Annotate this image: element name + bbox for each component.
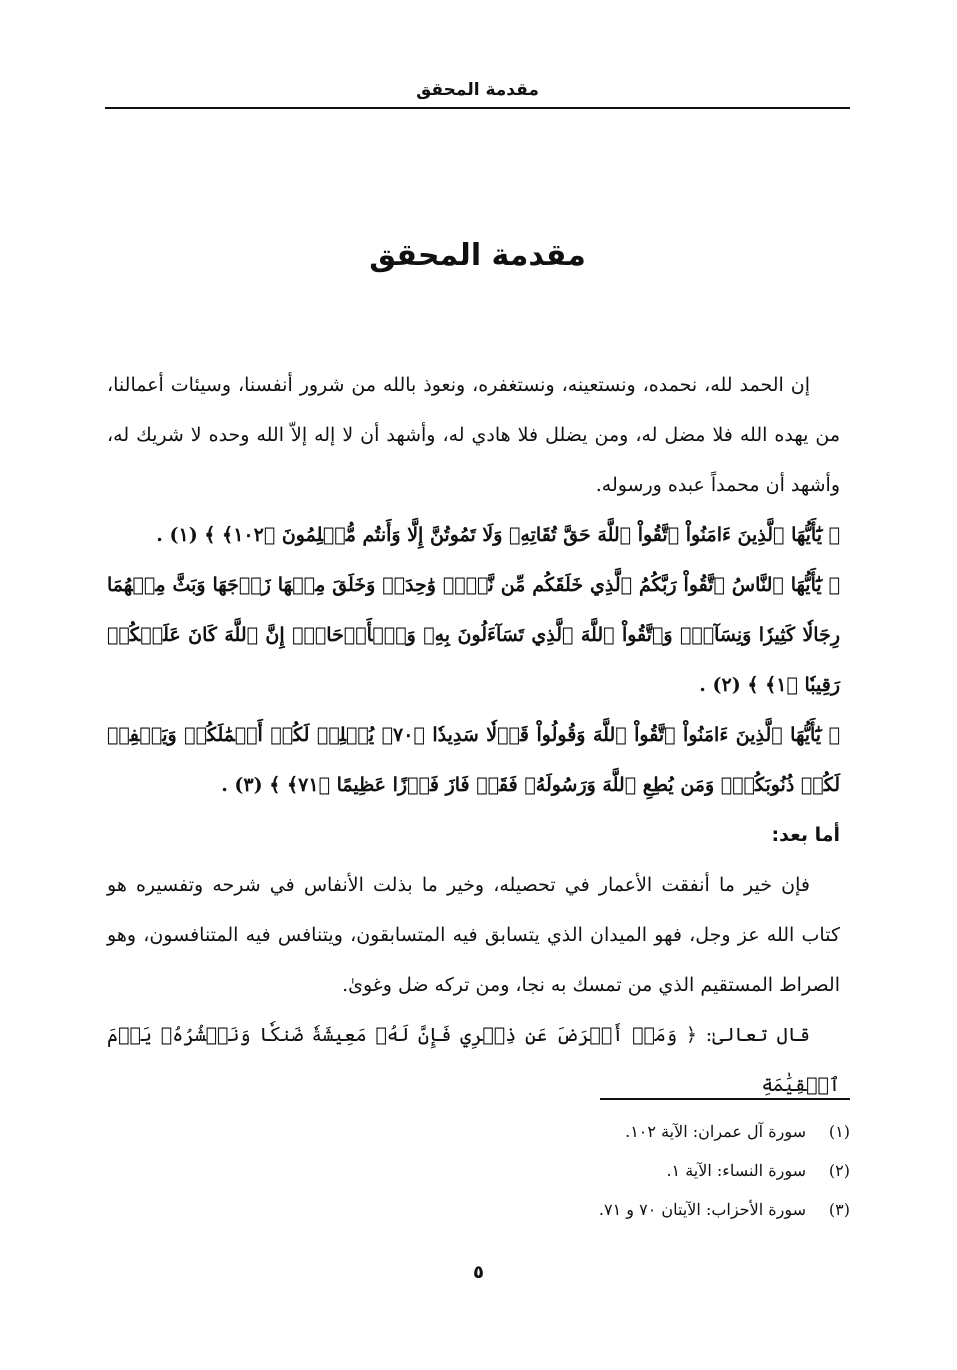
quran-verse-1: ﴿ يَٰٓأَيُّهَا ٱلَّذِينَ ءَامَنُواْ ٱتَّقُواْ ٱللَّهَ حَقَّ تُقَاتِهِۦ وَلَا تَمُوتُنَّ إِلَّا وَأَنتُم مُّسۡلِمُونَ ﴿١٠٢﴾ ﴾ (١) . bbox=[156, 524, 840, 546]
footnote-item bbox=[107, 1190, 850, 1229]
footnote-rule bbox=[600, 1098, 850, 1100]
footnote-number: (٢) bbox=[828, 1161, 850, 1180]
quran-verse-2: ﴿ يَٰٓأَيُّهَا ٱلنَّاسُ ٱتَّقُواْ رَبَّكُمُ ٱلَّذِي خَلَقَكُم مِّن نَّفۡسٖ وَٰحِدَةٖ وَخَلَقَ مِنۡهَا زَوۡجَهَا وَبَثَّ مِنۡهُمَا رِجَالٗا كَثِيرٗا وَنِسَآءٗۚ وَٱتَّقُواْ ٱللَّهَ ٱلَّذِي تَسَآءَلُونَ بِهِۦ وَٱلۡأَرۡحَامَۚ إِنَّ ٱللَّهَ كَانَ عَلَيۡكُمۡ رَقِيبٗا ﴿١﴾ ﴾ (٢) . bbox=[107, 574, 840, 696]
page-number: ٥ bbox=[473, 1262, 484, 1283]
chapter-title: مقدمة المحقق bbox=[369, 238, 586, 273]
footnote-text: سورة النساء: الآية ١. bbox=[666, 1161, 806, 1180]
footnotes bbox=[107, 1112, 850, 1229]
footnote-text: سورة آل عمران: الآية ١٠٢. bbox=[625, 1122, 806, 1141]
footnote-item bbox=[107, 1151, 850, 1190]
body-text bbox=[107, 360, 840, 1110]
footnote-number: (٣) bbox=[828, 1200, 850, 1219]
main-paragraph: فإن خير ما أنفقت الأعمار في تحصيله، وخير ما بذلت الأنفاس في شرحه وتفسيره هو كتاب الله عز وجل، فهو الميدان الذي يتسابق فيه المتسابقون، ويتنافس فيه المتنافسون، وهو الصراط المستقيم الذي من تمسك به نجا، ومن تركه ضل وغوىٰ. bbox=[107, 874, 840, 996]
footnote-text: سورة الأحزاب: الآيتان ٧٠ و ٧١. bbox=[598, 1200, 806, 1219]
running-header: مقدمة المحقق bbox=[416, 80, 539, 100]
quran-verse-3: ﴿ يَٰٓأَيُّهَا ٱلَّذِينَ ءَامَنُواْ ٱتَّقُواْ ٱللَّهَ وَقُولُواْ قَوۡلٗا سَدِيدٗا ﴿٧٠﴾ يُصۡلِحۡ لَكُمۡ أَعۡمَٰلَكُمۡ وَيَغۡفِرۡ لَكُمۡ ذُنُوبَكُمۡۗ وَمَن يُطِعِ ٱللَّهَ وَرَسُولَهُۥ فَقَدۡ فَازَ فَوۡزًا عَظِيمًا ﴿٧١﴾ ﴾ (٣) . bbox=[107, 724, 841, 796]
footnote-number: (١) bbox=[828, 1122, 850, 1141]
footnote-item bbox=[107, 1112, 850, 1151]
intro-paragraph: إن الحمد لله، نحمده، ونستعينه، ونستغفره، ونعوذ بالله من شرور أنفسنا، وسيئات أعمالنا، من يهده الله فلا مضل له، ومن يضلل فلا هادي له، وأشهد أن لا إله إلاّ الله وحده لا شريك له، وأشهد أن محمداً عبده ورسوله. bbox=[107, 374, 840, 496]
qala-line: قال تعالىٰ: ﴿ وَمَنۡ أَعۡرَضَ عَن ذِكۡرِي فَإِنَّ لَهُۥ مَعِيشَةٗ ضَنكٗا وَنَحۡشُرُهُۥ يَوۡمَ ٱلۡقِيَٰمَةِ bbox=[107, 1024, 840, 1096]
header-rule bbox=[105, 107, 850, 109]
amma-baad-heading: أما بعد: bbox=[771, 824, 840, 846]
